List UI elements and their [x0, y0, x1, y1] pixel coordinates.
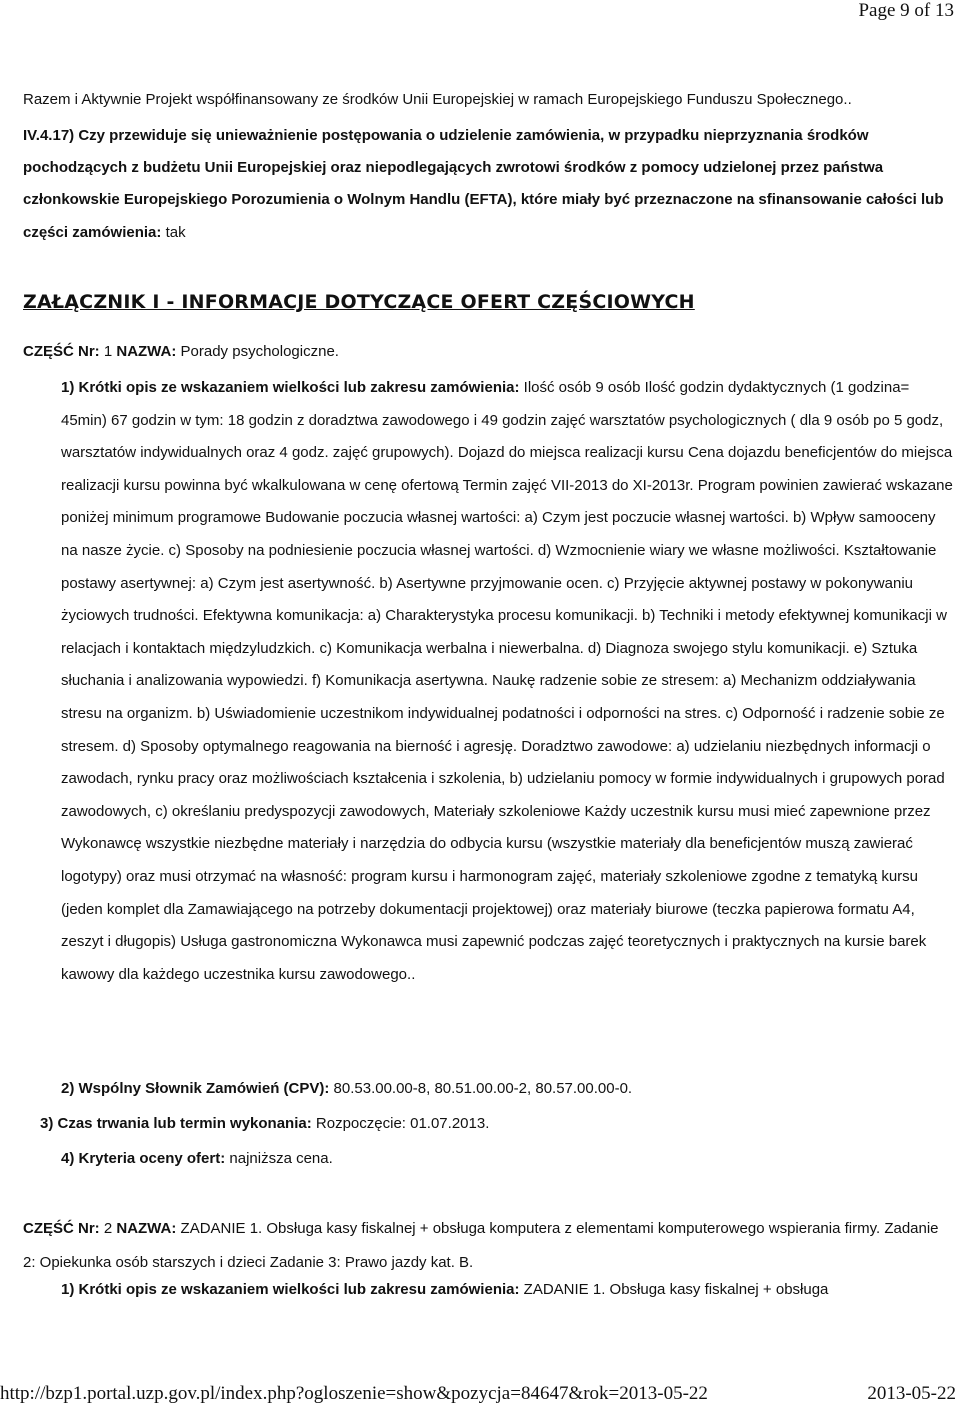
part1-criteria-value: najniższa cena.	[229, 1150, 333, 1167]
part1-cpv-value: 80.53.00.00-8, 80.51.00.00-2, 80.57.00.00-0.	[333, 1080, 633, 1097]
part1-description	[61, 372, 956, 991]
section-iv-4-17	[23, 120, 954, 249]
footer-url: http://bzp1.portal.uzp.gov.pl/index.php?ogloszenie=show&pozycja=84647&rok=2013-05-22	[0, 1383, 708, 1404]
part1-part-number: 1	[103, 343, 113, 360]
part2-header	[23, 1212, 954, 1280]
part2-part-number: 2	[103, 1220, 113, 1237]
intro-text: Razem i Aktywnie Projekt współfinansowany ze środków Unii Europejskiej w ramach Europejskiego Funduszu Społecznego..	[23, 91, 852, 108]
part1-cpv-label: 2) Wspólny Słownik Zamówień (CPV):	[61, 1080, 330, 1097]
part1-name-value: Porady psychologiczne.	[180, 343, 339, 360]
part1-desc-label: 1) Krótki opis ze wskazaniem wielkości lub zakresu zamówienia:	[61, 379, 520, 396]
part1-time-value: Rozpoczęcie: 01.07.2013.	[315, 1115, 490, 1132]
part2-name-value: ZADANIE 1. Obsługa kasy fiskalnej + obsługa komputera z elementami komputerowego wspierania firmy. Zadanie 2: Opiekunka osób starszych i dzieci Zadanie 3: Prawo jazdy kat. B.	[23, 1220, 939, 1271]
page-number: Page 9 of 13	[858, 0, 954, 21]
part1-time-label: 3) Czas trwania lub termin wykonania:	[40, 1115, 312, 1132]
part1-cpv	[61, 1079, 954, 1099]
part2-desc-value: ZADANIE 1. Obsługa kasy fiskalnej + obsługa	[523, 1281, 829, 1298]
part1-name-label: NAZWA:	[116, 343, 177, 360]
section-iv-answer: tak	[165, 223, 186, 241]
part1-header	[23, 342, 954, 362]
part2-name-label: NAZWA:	[116, 1220, 177, 1237]
footer-date: 2013-05-22	[867, 1383, 956, 1404]
part1-duration	[40, 1114, 954, 1134]
part2-part-label: CZĘŚĆ Nr:	[23, 1220, 100, 1237]
part2-desc-label: 1) Krótki opis ze wskazaniem wielkości lub zakresu zamówienia:	[61, 1281, 520, 1298]
part1-criteria	[61, 1149, 954, 1169]
part1-criteria-label: 4) Kryteria oceny ofert:	[61, 1150, 226, 1167]
part1-part-label: CZĘŚĆ Nr:	[23, 343, 100, 360]
section-iv-question: IV.4.17) Czy przewiduje się unieważnienie postępowania o udzielenie zamówienia, w przypadku nieprzyznania środków pochodzących z budżetu Unii Europejskiej oraz niepodlegających zwrotowi środków z pomocy udzielonej przez państwa członkowskie Europejskiego Porozumienia o Wolnym Handlu (EFTA), które miały być przeznaczone na sfinansowanie całości lub części zamówienia:	[23, 127, 944, 241]
annex-title: ZAŁĄCZNIK I - INFORMACJE DOTYCZĄCE OFERT CZĘŚCIOWYCH	[23, 291, 695, 313]
part1-desc-value: Ilość osób 9 osób Ilość godzin dydaktycznych (1 godzina= 45min) 67 godzin w tym: 18 godzin z doradztwa zawodowego i 49 godzin zajęć warsztatów psychologicznych ( dla 9 osób po 5 godz, warsztatów indywidualnych oraz 4 godz. zajęć grupowych). Dojazd do miejsca realizacji kursu Cena dojazdu beneficjentów do miejsca realizacji kursu powinna być wkalkulowana w cenę ofertową Termin zajęć VII-2013 do XI-2013r. Program powinien zawierać wskazane poniżej minimum programowe Budowanie poczucia własnej wartości: a) Czym jest poczucie własnej wartości. b) Wpływ samooceny na nasze życie. c) Sposoby na podniesienie poczucia własnej wartości. d) Wzmocnienie wiary we własne możliwości. Kształtowanie postawy asertywnej: a) Czym jest asertywność. b) Asertywne przyjmowanie ocen. c) Przyjęcie aktywnej postawy w pokonywaniu życiowych trudności. Efektywna komunikacja: a) Charakterystyka procesu komunikacji. b) Techniki i metody efektywnej komunikacji w relacjach i kontaktach międzyludzkich. c) Komunikacja werbalna i niewerbalna. d) Diagnoza swojego stylu komunikacji. e) Sztuka słuchania i analizowania wypowiedzi. f) Komunikacja asertywna. Naukę radzenie sobie ze stresem: a) Mechanizm oddziaływania stresu na organizm. b) Uświadomienie uczestnikom indywidualnej podatności i odporności na stres. c) Odporność i radzenie sobie ze stresem. d) Sposoby optymalnego reagowania na bierność i agresję. Doradztwo zawodowe: a) udzielaniu niezbędnych informacji o zawodach, rynku pracy oraz możliwościach kształcenia i szkolenia, b) udzielaniu pomocy w formie indywidualnych i grupowych porad zawodowych, c) określaniu predyspozycji zawodowych, Materiały szkoleniowe Każdy uczestnik kursu musi mieć zapewnione przez Wykonawcę wszystkie niezbędne materiały i narzędzia do odbycia kursu (wszystkie materiały dla beneficjentów muszą zawierać logotypy) oraz musi otrzymać na własność: program kursu i harmonogram zajęć, materiały szkoleniowe zgodne z tematyką kursu (jeden komplet dla Zamawiającego na potrzeby dokumentacji projektowej) oraz materiały biurowe (teczka papierowa formatu A4, zeszyt i długopis) Usługa gastronomiczna Wykonawca musi zapewnić podczas zajęć teoretycznych i praktycznych na kursie barek kawowy dla każdego uczestnika kursu zawodowego..	[61, 379, 953, 983]
part2-description	[61, 1280, 954, 1300]
